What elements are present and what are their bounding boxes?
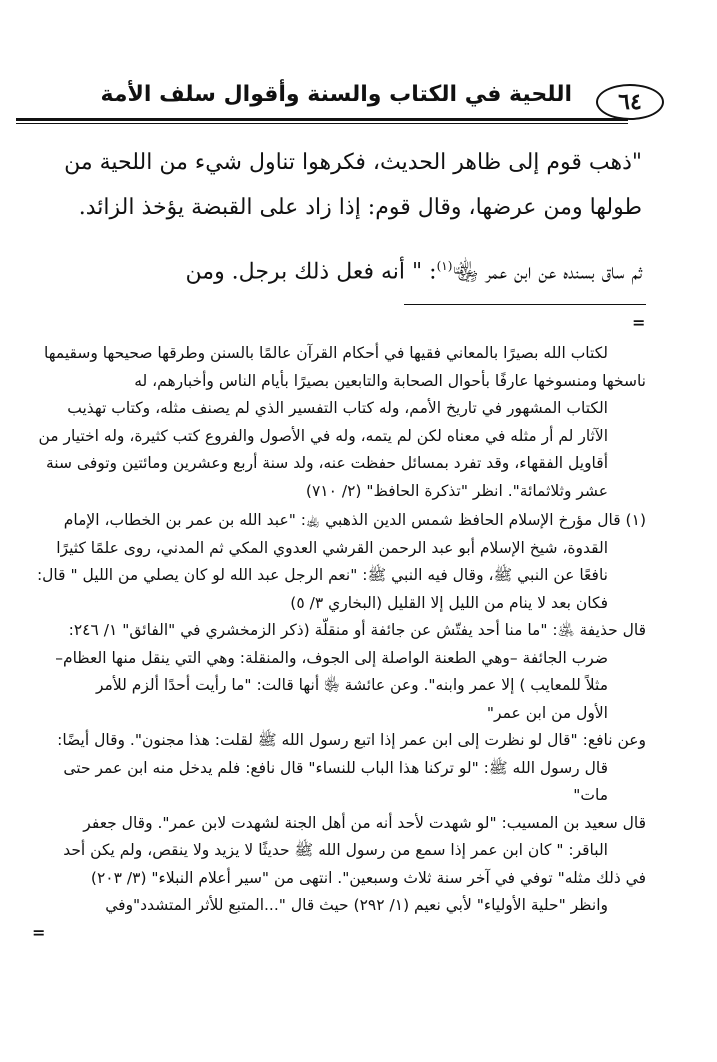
note-line: الآثار لم أر مثله في معناه لكن لم يتمه، وله في الأصول والفروع كتب كثيرة، وله اختيار من	[38, 426, 608, 445]
main-line-3-start: ثم ساق بسنده عن ابن عمر ﵄	[452, 259, 642, 285]
note-line: وانظر "حلية الأولياء" لأبي نعيم (١/ ٢٩٢) حيث قال "...المتبع للأثر المتشدد"وفي	[105, 896, 608, 914]
note-line: قال رسول الله ﷺ: "لو تركنا هذا الباب للنساء" قال نافع: فلم يدخل منه ابن عمر حتى	[63, 758, 608, 777]
running-title: اللحية في الكتاب والسنة وأقوال سلف الأمة	[100, 82, 572, 107]
note-line: قال سعيد بن المسيب: "لو شهدت لأحد أنه من أهل الجنة لشهدت لابن عمر". وقال جعفر	[83, 813, 646, 832]
main-line-2: طولها ومن عرضها، وقال قوم: إذا زاد على القبضة يؤخذ الزائد.	[78, 195, 642, 220]
note-line: مات"	[573, 786, 608, 804]
footnotes	[30, 340, 646, 942]
main-line-1: "ذهب قوم إلى ظاهر الحديث، فكرهوا تناول شيء من اللحية من	[64, 150, 642, 175]
header-rule	[16, 118, 628, 121]
note-line: نافعًا عن النبي ﷺ، وقال فيه النبي ﷺ: "نعم الرجل عبد الله لو كان يصلي من الليل " قال:	[36, 566, 608, 584]
footnote-continuation-mark: =	[632, 313, 646, 332]
footnote-ref: (١)	[436, 259, 453, 273]
note-line: مثلاً للمعايب ) إلا عمر وابنه". وعن عائشة ﵂ أنها قالت: "ما رأيت أحدًا ألزم للأمر	[96, 676, 608, 694]
note-line: القدوة، شيخ الإسلام أبو عبد الرحمن القرشي العدوي المكي ثم المدني، روى علمًا كثيرًا	[56, 538, 608, 557]
page-header	[18, 78, 658, 122]
note-line: في ذلك مثله" توفي في آخر سنة ثلاث وسبعين". انتهى من "سير أعلام النبلاء" (٣/ ٢٠٣)	[90, 868, 646, 887]
main-line-3-end: : " أنه فعل ذلك برجل. ومن	[185, 259, 437, 285]
header-rule-thin	[16, 123, 628, 124]
note-line: قال حذيفة ﵁: "ما منا أحد يفتّش عن جائفة أو منقلّة (ذكر الزمخشري في "الفائق" ١/ ٢٤٦:	[68, 621, 646, 639]
note-line: وعن نافع: "قال لو نظرت إلى ابن عمر إذا اتبع رسول الله ﷺ لقلت: هذا مجنون". وقال أيضًا:	[57, 731, 646, 749]
main-line-3	[30, 244, 642, 294]
note-line: أقاويل الفقهاء، وقد تفرد بمسائل حفظت عنه، ولد سنة أربع وعشرين ومائتين وتوفى سنة	[46, 454, 608, 472]
note-line: ناسخها ومنسوخها عارفًا بأحوال الصحابة والتابعين بصيرًا بأيام الناس وأخبارهم، له	[134, 371, 646, 390]
note-line: فكان بعد لا ينام من الليل إلا القليل (البخاري ٣/ ٥)	[290, 593, 608, 612]
note-line: الأول من ابن عمر"	[486, 703, 608, 722]
footnote-separator	[404, 304, 646, 305]
note-line: لكتاب الله بصيرًا بالمعاني فقيها في أحكام القرآن عالمًا بالسنن وطرقها صحيحها وسقيمها	[44, 344, 608, 362]
footnote-1: (١) قال مؤرخ الإسلام الحافظ شمس الدين الذهبي ﵀: "عبد الله بن عمر بن الخطاب، الإمام	[63, 511, 646, 529]
note-line: الكتاب المشهور في تاريخ الأمم، وله كتاب التفسير الذي لم يصنف مثله، وكتاب تهذيب	[67, 399, 608, 417]
note-line: الباقر: " كان ابن عمر إذا سمع من رسول الله ﷺ حديثًا لا يزيد ولا ينقص، ولم يكن أحد	[63, 841, 608, 859]
page-end-mark: =	[32, 922, 46, 942]
page-number: ٦٤	[596, 84, 664, 120]
note-line: عشر وثلاثمائة". انظر "تذكرة الحافظ" (٢/ ٧١٠)	[305, 481, 608, 500]
note-line: ضرب الجائفة –وهي الطعنة الواصلة إلى الجوف، والمنقلة: وهي التي ينقل منها العظام–	[55, 648, 608, 667]
main-text	[30, 140, 642, 294]
